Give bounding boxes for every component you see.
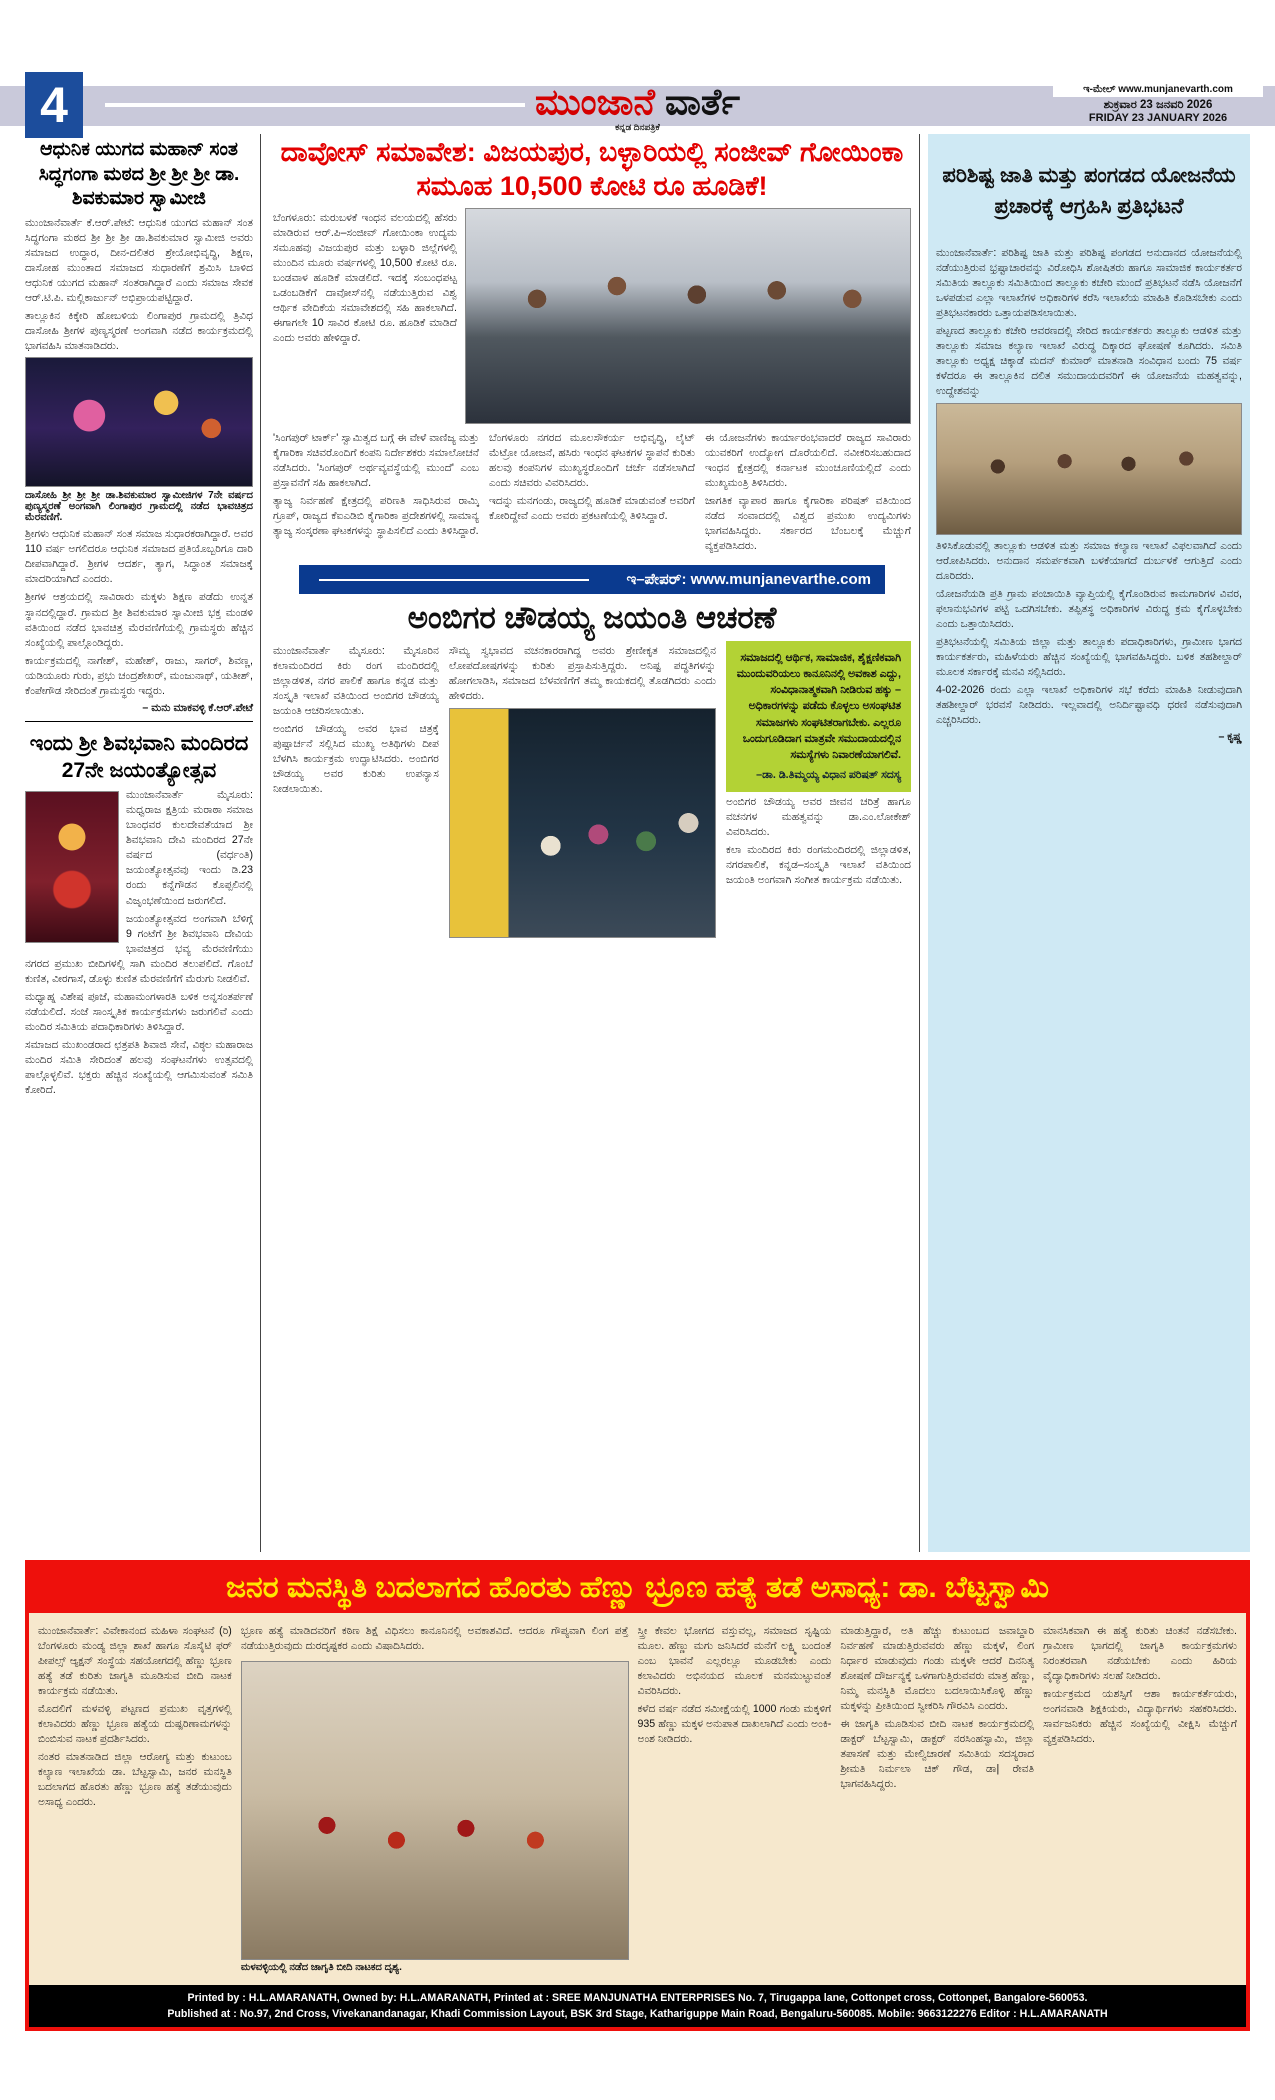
ambigara-event-photo	[449, 708, 716, 938]
street-play-caption: ಮಳವಳ್ಳಿಯಲ್ಲಿ ನಡೆದ ಜಾಗೃತಿ ಬೀದಿ ನಾಟಕದ ದೃಶ್ಯ.	[240, 1961, 402, 1973]
davos-headline: ದಾವೋಸ್ ಸಮಾವೇಶ: ವಿಜಯಪುರ, ಬಳ್ಳಾರಿಯಲ್ಲಿ ಸಂಜೀವ್ ಗೋಯಿಂಕಾ ಸಮೂಹ 10,500 ಕೋಟಿ ರೂ ಹೂಡಿಕೆ!	[280, 137, 904, 201]
article-paragraph: ಭ್ರೂಣ ಹತ್ಯೆ ಮಾಡಿದವರಿಗೆ ಕಠಿಣ ಶಿಕ್ಷೆ ವಿಧಿಸಲು ಕಾನೂನಿನಲ್ಲಿ ಅವಕಾಶವಿದೆ. ಆದರೂ ಗೌಪ್ಯವಾಗಿ ಲಿಂಗ ಪತ್ತೆ ನಡೆಯುತ್ತಿರುವುದು ದುರದೃಷ್ಟಕರ ಎಂದು ವಿಷಾದಿಸಿದರು.	[240, 1624, 629, 1652]
article-paragraph: ಸ್ತ್ರೀ ಕೇವಲ ಭೋಗದ ವಸ್ತುವಲ್ಲ, ಸಮಾಜದ ಸೃಷ್ಟಿಯ ಮೂಲ. ಹೆಣ್ಣು ಮಗು ಜನಿಸಿದರೆ ಮನೆಗೆ ಲಕ್ಷ್ಮಿ ಬಂದಂತೆ ಎಂಬ ಭಾವನೆ ಎಲ್ಲರಲ್ಲೂ ಮೂಡಬೇಕು ಎಂದು ಕಲಾವಿದರು ಅಭಿನಯದ ಮೂಲಕ ಮನಮುಟ್ಟುವಂತೆ ವಿವರಿಸಿದರು.	[637, 1624, 832, 1697]
foeticide-banner-headline: ಜನರ ಮನಸ್ಥಿತಿ ಬದಲಾಗದ ಹೊರತು ಹೆಣ್ಣು ಭ್ರೂಣ ಹತ್ಯೆ ತಡೆ ಅಸಾಧ್ಯ: ಡಾ. ಬೆಟ್ಟಸ್ವಾಮಿ	[29, 1564, 1246, 1613]
article-paragraph: ಯೋಜನೆಯಡಿ ಪ್ರತಿ ಗ್ರಾಮ ಪಂಚಾಯಿತಿ ವ್ಯಾಪ್ತಿಯಲ್ಲಿ ಕೈಗೊಂಡಿರುವ ಕಾಮಗಾರಿಗಳ ವಿವರ, ಫಲಾನುಭವಿಗಳ ಪಟ್ಟಿ ಒದಗಿಸಬೇಕು. ತಪ್ಪಿತಸ್ಥ ಅಧಿಕಾರಿಗಳ ವಿರುದ್ಧ ಕ್ರಮ ಕೈಗೊಳ್ಳಬೇಕು ಎಂದು ಒತ್ತಾಯಿಸಿದರು.	[936, 588, 1242, 631]
shivabhavani-idol-photo	[25, 791, 119, 943]
article-paragraph: ಮುಂಜಾನೆವಾರ್ತೆ: ವಿವೇಕಾನಂದ ಮಹಿಳಾ ಸಂಘಟನೆ (ರಿ) ಬೆಂಗಳೂರು ಮಂಡ್ಯ ಜಿಲ್ಲಾ ಶಾಖೆ ಹಾಗೂ ಸೊಸೈಟಿ ಫರ್ ಪೀಪಲ್ಸ್ ಆ್ಯಕ್ಷನ್ ಸಂಸ್ಥೆಯ ಸಹಯೋಗದಲ್ಲಿ ಹೆಣ್ಣು ಭ್ರೂಣ ಹತ್ಯೆ ತಡೆ ಕುರಿತು ಜಾಗೃತಿ ಮೂಡಿಸುವ ಬೀದಿ ನಾಟಕ ಕಾರ್ಯಕ್ರಮ ನಡೆಯಿತು.	[38, 1624, 232, 1697]
protest-headline: ಪರಿಶಿಷ್ಟ ಜಾತಿ ಮತ್ತು ಪಂಗಡದ ಯೋಜನೆಯ ಪ್ರಚಾರಕ್ಕೆ ಆಗ್ರಹಿಸಿ ಪ್ರತಿಭಟನೆ	[942, 164, 1236, 218]
street-play-photo	[241, 1661, 629, 1960]
article-paragraph: ಮುಂಜಾನೆವಾರ್ತೆ ಮೈಸೂರು: ಮಧ್ವರಾಜ ಕ್ಷತ್ರಿಯ ಮರಾಠಾ ಸಮಾಜ ಬಾಂಧವರ ಕುಲದೇವತೆಯಾದ ಶ್ರೀ ಶಿವಭವಾನಿ ದೇವಿ ಮಂದಿರದ 27ನೇ ವರ್ಷದ (ವರ್ಧಂತಿ) ಜಯಂತ್ಯೋತ್ಸವವು ಇಂದು ಡಿ.23 ರಂದು ಕನ್ನೆಗೌಡನ ಕೊಪ್ಪಲಿನಲ್ಲಿ ವಿಜೃಂಭಣೆಯಿಂದ ಜರುಗಲಿದೆ.	[126, 789, 253, 907]
protest-crowd-photo	[936, 403, 1242, 535]
article-protest	[936, 155, 1242, 744]
foeticide-column-5	[840, 1621, 1034, 1977]
foeticide-photo-column	[241, 1621, 629, 1977]
davos-top-row	[273, 208, 911, 424]
article-paragraph: ಮುಂಜಾನೆವಾರ್ತೆ ಮೈಸೂರು: ಮೈಸೂರಿನ ಕಲಾಮಂದಿರದ ಕಿರು ರಂಗ ಮಂದಿರದಲ್ಲಿ ಜಿಲ್ಲಾಡಳಿತ, ನಗರ ಪಾಲಿಕೆ ಹಾಗೂ ಕನ್ನಡ ಮತ್ತು ಸಂಸ್ಕೃತಿ ಇಲಾಖೆ ವತಿಯಿಂದ ಅಂಬಿಗರ ಚೌಡಯ್ಯ ಜಯಂತಿ ಆಚರಿಸಲಾಯಿತು.	[273, 644, 439, 717]
article-paragraph: ಸಮಾಜದ ಮುಖಂಡರಾದ ಛತ್ರಪತಿ ಶಿವಾಜಿ ಸೇನೆ, ವಿಠ್ಠಲ ಮಹಾರಾಜ ಮಂದಿರ ಸಮಿತಿ ಸೇರಿದಂತೆ ಹಲವು ಸಂಘಟನೆಗಳು ಉತ್ಸವದಲ್ಲಿ ಪಾಲ್ಗೊಳ್ಳಲಿವೆ. ಭಕ್ತರು ಹೆಚ್ಚಿನ ಸಂಖ್ಯೆಯಲ್ಲಿ ಆಗಮಿಸುವಂತೆ ಸಮಿತಿ ಕೋರಿದೆ.	[25, 1038, 253, 1096]
swamiji-procession-photo	[25, 357, 253, 487]
article-paragraph: ಬೆಂಗಳೂರು: ಮರುಬಳಕೆ ಇಂಧನ ವಲಯದಲ್ಲಿ ಹೆಸರು ಮಾಡಿರುವ ಆರ್.ಪಿ–ಸಂಜೀವ್ ಗೋಯಿಂಕಾ ಉದ್ಯಮ ಸಮೂಹವು ವಿಜಯಪುರ ಮತ್ತು ಬಳ್ಳಾರಿ ಜಿಲ್ಲೆಗಳಲ್ಲಿ ಮುಂದಿನ ಮೂರು ವರ್ಷಗಳಲ್ಲಿ 10,500 ಕೋಟಿ ರೂ. ಬಂಡವಾಳ ಹೂಡಿಕೆ ಮಾಡಲಿದೆ. ಇದಕ್ಕೆ ಸಂಬಂಧಪಟ್ಟ ಒಡಂಬಡಿಕೆಗೆ ದಾವೋಸ್‌ನಲ್ಲಿ ನಡೆಯುತ್ತಿರುವ ವಿಶ್ವ ಆರ್ಥಿಕ ವೇದಿಕೆಯ ಸಮಾವೇಶದಲ್ಲಿ ಸಹಿ ಹಾಕಲಾಗಿದೆ. ಈಗಾಗಲೇ 10 ಸಾವಿರ ಕೋಟಿ ರೂ. ಹೂಡಿಕೆ ಮಾಡಿದೆ ಎಂದು ಅವರು ಹೇಳಿದ್ದಾರೆ.	[273, 211, 457, 344]
article-paragraph: ಅಂಬಿಗರ ಚೌಡಯ್ಯ ಅವರ ಭಾವ ಚಿತ್ರಕ್ಕೆ ಪುಷ್ಪಾರ್ಚನೆ ಸಲ್ಲಿಸಿದ ಮುಖ್ಯ ಅತಿಥಿಗಳು ದೀಪ ಬೆಳಗಿಸಿ ಕಾರ್ಯಕ್ರಮ ಉದ್ಘಾಟಿಸಿದರು. ಅಂಬಿಗರ ಚೌಡಯ್ಯ ಅವರ ಕುರಿತು ಉಪನ್ಯಾಸ ನೀಡಲಾಯಿತು.	[273, 722, 439, 796]
epaper-bar-rule	[319, 579, 589, 581]
masthead-title-word2: ವಾರ್ತೆ	[665, 81, 740, 122]
masthead-date-kannada: ಶುಕ್ರವಾರ 23 ಜನವರಿ 2026	[1103, 99, 1213, 111]
article-paragraph: ಮಧ್ಯಾಹ್ನ ವಿಶೇಷ ಪೂಜೆ, ಮಹಾಮಂಗಳಾರತಿ ಬಳಿಕ ಅನ್ನಸಂತರ್ಪಣೆ ನಡೆಯಲಿದೆ. ಸಂಜೆ ಸಾಂಸ್ಕೃತಿಕ ಕಾರ್ಯಕ್ರಮಗಳು ಜರುಗಲಿವೆ ಎಂದು ಮಂದಿರ ಸಮಿತಿಯ ಪದಾಧಿಕಾರಿಗಳು ತಿಳಿಸಿದ್ದಾರೆ.	[25, 990, 253, 1033]
article-swamiji	[25, 138, 253, 715]
quote-attribution: –ಡಾ. ಡಿ.ತಿಮ್ಮಯ್ಯ ವಿಧಾನ ಪರಿಷತ್ ಸದಸ್ಯ	[756, 769, 901, 782]
imprint-footer	[29, 1985, 1246, 2028]
masthead-subtitle: ಕನ್ನಡ ದಿನಪತ್ರಿಕೆ	[615, 122, 660, 132]
article-paragraph: 'ಸಿಂಗಪುರ್ ಟಾರ್ಕ್' ಸ್ವಾಮಿತ್ವದ ಬಗ್ಗೆ ಈ ವೇಳೆ ವಾಣಿಜ್ಯ ಮತ್ತು ಕೈಗಾರಿಕಾ ಸಚಿವರೊಂದಿಗೆ ಕಂಪನಿ ನಿರ್ದೇಶಕರು ಸಮಾಲೋಚನೆ ನಡೆಸಿದರು. 'ಸಿಂಗಪುರ್ ಅರ್ಥವ್ಯವಸ್ಥೆಯಲ್ಲಿ ಮುಂದೆ' ಎಂಬ ಪ್ರಸ್ತಾವನೆಗೆ ಸಹಿ ಹಾಕಲಾಗಿದೆ.	[273, 431, 479, 489]
article-paragraph: ತ್ಯಾಜ್ಯ ನಿರ್ವಹಣೆ ಕ್ಷೇತ್ರದಲ್ಲಿ ಪರಿಣತಿ ಸಾಧಿಸಿರುವ ರಾಮ್ಕಿ ಗ್ರೂಪ್, ರಾಜ್ಯದ ಕೆಐಎಡಿಬಿ ಕೈಗಾರಿಕಾ ಪ್ರದೇಶಗಳಲ್ಲಿ ಸಾಮಾನ್ಯ ತ್ಯಾಜ್ಯ ಸಂಸ್ಕರಣಾ ಘಟಕಗಳನ್ನು ಸ್ಥಾಪಿಸಲಿದೆ ಎಂದು ತಿಳಿಸಿದ್ದಾರೆ.	[273, 494, 479, 537]
article-paragraph: ಮೊದಲಿಗೆ ಮಳವಳ್ಳಿ ಪಟ್ಟಣದ ಪ್ರಮುಖ ವೃತ್ತಗಳಲ್ಲಿ ಕಲಾವಿದರು ಹೆಣ್ಣು ಭ್ರೂಣ ಹತ್ಯೆಯ ದುಷ್ಪರಿಣಾಮಗಳನ್ನು ಬಿಂಬಿಸುವ ನಾಟಕ ಪ್ರದರ್ಶಿಸಿದರು.	[38, 1702, 232, 1745]
masthead-website: ಇ-ಮೇಲ್ www.munjanevarth.com	[1053, 82, 1263, 97]
column-divider	[25, 721, 253, 722]
article-paragraph: ಶ್ರೀಗಳ ಆಶ್ರಯದಲ್ಲಿ ಸಾವಿರಾರು ಮಕ್ಕಳು ಶಿಕ್ಷಣ ಪಡೆದು ಉನ್ನತ ಸ್ಥಾನದಲ್ಲಿದ್ದಾರೆ. ಗ್ರಾಮದ ಶ್ರೀ ಶಿವಕುಮಾರ ಸ್ವಾಮೀಜಿ ಭಕ್ತ ಮಂಡಳಿ ವತಿಯಿಂದ ನಡೆದ ಭಾವಚಿತ್ರ ಮೆರವಣಿಗೆಯಲ್ಲಿ ಗ್ರಾಮಸ್ಥರು ಹೆಚ್ಚಿನ ಸಂಖ್ಯೆಯಲ್ಲಿ ಪಾಲ್ಗೊಂಡಿದ್ದರು.	[25, 591, 253, 649]
article-paragraph: ಮಾಡುತ್ತಿದ್ದಾರೆ, ಅತಿ ಹೆಚ್ಚು ಕುಟುಂಬದ ಜವಾಬ್ದಾರಿ ನಿರ್ವಹಣೆ ಮಾಡುತ್ತಿರುವವರು ಹೆಣ್ಣು ಮಕ್ಕಳೆ, ಲಿಂಗ ನಿರ್ಧಾರ ಮಾಡುವುದು ಗಂಡು ಮಕ್ಕಳೇ ಆದರೆ ದಿನನಿತ್ಯ ಶೋಷಣೆ ದೌರ್ಜನ್ಯಕ್ಕೆ ಒಳಗಾಗುತ್ತಿರುವವರು ಮಾತ್ರ ಹೆಣ್ಣು, ನಿಮ್ಮ ಮನಸ್ಥಿತಿ ಮೊದಲು ಬದಲಾಯಿಸಿಕೊಳ್ಳಿ ಹೆಣ್ಣು ಮಕ್ಕಳನ್ನು ಪ್ರೀತಿಯಿಂದ ಸ್ವೀಕರಿಸಿ ಗೌರವಿಸಿ ಎಂದರು.	[840, 1624, 1035, 1712]
masthead-date-english: FRIDAY 23 JANUARY 2026	[1088, 112, 1228, 124]
bottom-article-wrap	[25, 1560, 1250, 2031]
ambigara-column-3	[726, 641, 911, 938]
article-paragraph: ಜಾಗತಿಕ ವ್ಯಾಪಾರ ಹಾಗೂ ಕೈಗಾರಿಕಾ ಪರಿಷತ್ ವತಿಯಿಂದ ನಡೆದ ಸಂವಾದದಲ್ಲಿ ವಿಶ್ವದ ಪ್ರಮುಖ ಉದ್ಯಮಿಗಳು ಭಾಗವಹಿಸಿದ್ದರು. ಸರ್ಕಾರದ ಬೆಂಬಲಕ್ಕೆ ಮೆಚ್ಚುಗೆ ವ್ಯಕ್ತಪಡಿಸಿದರು.	[705, 494, 911, 552]
davos-delegation-photo	[465, 208, 911, 424]
main-grid	[0, 130, 1275, 1552]
article-paragraph: ಮುಂಜಾನೆವಾರ್ತೆ ಕೆ.ಆರ್.ಪೇಟೆ: ಆಧುನಿಕ ಯುಗದ ಮಹಾನ್ ಸಂತ ಸಿದ್ಧಗಂಗಾ ಮಠದ ಶ್ರೀ ಶ್ರೀ ಶ್ರೀ ಡಾ.ಶಿವಕುಮಾರ ಸ್ವಾಮೀಜಿ ಅವರು ಸಮಾಜದ ಉದ್ಧಾರ, ದೀನ-ದಲಿತರ ಶ್ರೇಯೋಭಿವೃದ್ಧಿ, ಶಿಕ್ಷಣ, ದಾಸೋಹ ಮುಂತಾದ ಸಮಾಜದ ಸುಧಾರಣೆಗೆ ಶ್ರಮಿಸಿ ಬಾಳಿದ ಆಧುನಿಕ ಯುಗದ ಮಹಾನ್ ಸಂತರಾಗಿದ್ದಾರೆ ಎಂದು ಸಮಾಜ ಸೇವಕ ಆರ್.ಟಿ.ಪಿ. ಮಲ್ಲಿಕಾರ್ಜುನ್ ಅಭಿಪ್ರಾಯಪಟ್ಟಿದ್ದಾರೆ.	[25, 217, 253, 305]
right-column	[928, 134, 1250, 1552]
swamiji-photo-caption: ದಾಸೋಹಿ ಶ್ರೀ ಶ್ರೀ ಶ್ರೀ ಡಾ.ಶಿವಕುಮಾರ ಸ್ವಾಮೀಜಿಗಳ 7ನೇ ವರ್ಷದ ಪುಣ್ಯಸ್ಮರಣೆ ಅಂಗವಾಗಿ ಲಿಂಗಾಪುರ ಗ್ರಾಮದಲ್ಲಿ ನಡೆದ ಭಾವಚಿತ್ರದ ಮೆರವಣಿಗೆ.	[25, 490, 253, 524]
article-paragraph: ಬೆಂಗಳೂರು ನಗರದ ಮೂಲಸೌಕರ್ಯ ಅಭಿವೃದ್ಧಿ, ಲೈಟ್ ಮೆಟ್ರೋ ಯೋಜನೆ, ಹಸಿರು ಇಂಧನ ಘಟಕಗಳ ಸ್ಥಾಪನೆ ಕುರಿತು ಹಲವು ಕಂಪನಿಗಳ ಮುಖ್ಯಸ್ಥರೊಂದಿಗೆ ಚರ್ಚೆ ನಡೆಸಲಾಗಿದೆ ಎಂದು ಸಚಿವರು ವಿವರಿಸಿದರು.	[489, 431, 695, 489]
swamiji-headline: ಆಧುನಿಕ ಯುಗದ ಮಹಾನ್ ಸಂತ ಸಿದ್ಧಗಂಗಾ ಮಠದ ಶ್ರೀ ಶ್ರೀ ಶ್ರೀ ಡಾ. ಶಿವಕುಮಾರ ಸ್ವಾಮೀಜಿ	[38, 139, 240, 210]
article-paragraph: ಮಾನಸಿಕವಾಗಿ ಈ ಹತ್ಯೆ ಕುರಿತು ಚಿಂತನೆ ನಡೆಸಬೇಕು. ಗ್ರಾಮೀಣ ಭಾಗದಲ್ಲಿ ಜಾಗೃತಿ ಕಾರ್ಯಕ್ರಮಗಳು ನಿರಂತರವಾಗಿ ನಡೆಯಬೇಕು ಎಂದು ಹಿರಿಯ ವೈದ್ಯಾಧಿಕಾರಿಗಳು ಸಲಹೆ ನೀಡಿದರು.	[1043, 1624, 1237, 1682]
center-column	[269, 134, 920, 1552]
masthead-right-block	[1053, 82, 1263, 124]
foeticide-column-1	[38, 1621, 232, 1977]
davos-text-columns	[273, 428, 911, 557]
article-paragraph: ಸೌಮ್ಯ ಸ್ವಭಾವದ ವಚನಕಾರರಾಗಿದ್ದ ಅವರು ಶ್ರೇಣೀಕೃತ ಸಮಾಜದಲ್ಲಿನ ಲೋಪದೋಷಗಳನ್ನು ಕುರಿತು ಪ್ರಸ್ತಾಪಿಸುತ್ತಿದ್ದರು. ಅನಿಷ್ಟ ಪದ್ಧತಿಗಳನ್ನು ಹೋಗಲಾಡಿಸಿ, ಸಮಾಜದ ಬೆಳವಣಿಗೆಗೆ ತಮ್ಮ ಕಾಯಕದಲ್ಲಿ ತೊಡಗಿದರು ಎಂದು ಹೇಳಿದರು.	[448, 644, 716, 702]
article-paragraph: 4-02-2026 ರಂದು ಎಲ್ಲಾ ಇಲಾಖೆ ಅಧಿಕಾರಿಗಳ ಸಭೆ ಕರೆದು ಮಾಹಿತಿ ನೀಡುವುದಾಗಿ ತಹಶೀಲ್ದಾರ್ ಭರವಸೆ ನೀಡಿದರು. ಇಲ್ಲವಾದಲ್ಲಿ ಅನಿರ್ದಿಷ್ಟಾವಧಿ ಧರಣಿ ನಡೆಸುವುದಾಗಿ ಎಚ್ಚರಿಸಿದರು.	[936, 684, 1242, 727]
davos-intro-column	[273, 208, 457, 424]
ambigara-headline: ಅಂಬಿಗರ ಚೌಡಯ್ಯ ಜಯಂತಿ ಆಚರಣೆ	[407, 599, 777, 635]
article-paragraph: ಕಳೆದ ವರ್ಷ ನಡೆದ ಸಮೀಕ್ಷೆಯಲ್ಲಿ 1000 ಗಂಡು ಮಕ್ಕಳಿಗೆ 935 ಹೆಣ್ಣು ಮಕ್ಕಳ ಅನುಪಾತ ದಾಖಲಾಗಿದೆ ಎಂದು ಅಂಕಿ-ಅಂಶ ನೀಡಿದರು.	[637, 1702, 832, 1745]
article-paragraph: ಕಾರ್ಯಕ್ರಮದಲ್ಲಿ ನಾಗೇಶ್, ಮಹೇಶ್, ರಾಜು, ಸಾಗರ್, ಶಿವಣ್ಣ, ಯಡಿಯೂರು ಗುರು, ಪ್ರಭು ಚಂದ್ರಶೇಖರ್, ಮಂಜುನಾಥ್, ಯತೀಶ್, ಕೆಂಪೇಗೌಡ ಸೇರಿದಂತೆ ಗ್ರಾಮಸ್ಥರು ಇದ್ದರು.	[25, 654, 253, 697]
imprint-line-2: Published at : No.97, 2nd Cross, Vivekanandanagar, Khadi Commission Layout, BSK 3rd Stage, Kathariguppe Main Road, Bengaluru-560085. Mobile: 9663122276 Editor : H.L.AMARANATH	[167, 2007, 1108, 2020]
masthead	[0, 58, 1275, 133]
quote-box	[726, 641, 911, 793]
article-ambigara	[273, 600, 911, 938]
shivabhavani-headline: ಇಂದು ಶ್ರೀ ಶಿವಭವಾನಿ ಮಂದಿರದ 27ನೇ ಜಯಂತ್ಯೋತ್ಸವ	[29, 731, 249, 782]
article-paragraph: ಈ ಜಾಗೃತಿ ಮೂಡಿಸುವ ಬೀದಿ ನಾಟಕ ಕಾರ್ಯಕ್ರಮದಲ್ಲಿ ಡಾಕ್ಟರ್ ಬೆಟ್ಟಸ್ವಾಮಿ, ಡಾಕ್ಟರ್ ನರಸಿಂಹಸ್ವಾಮಿ, ಜಿಲ್ಲಾ ತಪಾಸಣೆ ಮತ್ತು ಮೇಲ್ವಿಚಾರಣೆ ಸಮಿತಿಯ ಸದಸ್ಯರಾದ ಶ್ರೀಮತಿ ನಿರ್ಮಲಾ ಚಿಕ್ ಗೌಡ, ಡಾ| ರೇವತಿ ಭಾಗವಹಿಸಿದ್ದರು.	[840, 1717, 1035, 1790]
shivabhavani-body	[25, 788, 253, 1098]
article-paragraph: ಶ್ರೀಗಳು ಆಧುನಿಕ ಮಹಾನ್ ಸಂತ ಸಮಾಜ ಸುಧಾರಕರಾಗಿದ್ದಾರೆ. ಅವರ 110 ವರ್ಷ ಅಗಲಿದರೂ ಆಧುನಿಕ ಸಮಾಜದ ಪ್ರತಿಯೊಬ್ಬರಿಗೂ ದಾರಿ ದೀಪವಾಗಿದ್ದಾರೆ. ಶ್ರೀಗಳ ಆದರ್ಶ, ತ್ಯಾಗ, ಸಿದ್ಧಾಂತ ಸಮಾಜಕ್ಕೆ ಮಾದರಿಯಾಗಿದೆ ಎಂದರು.	[25, 528, 253, 586]
article-paragraph: ಪಟ್ಟಣದ ತಾಲ್ಲೂಕು ಕಚೇರಿ ಆವರಣದಲ್ಲಿ ಸೇರಿದ ಕಾರ್ಯಕರ್ತರು ತಾಲ್ಲೂಕು ಆಡಳಿತ ಮತ್ತು ತಾಲ್ಲೂಕು ಸಮಾಜ ಕಲ್ಯಾಣ ಇಲಾಖೆ ವಿರುದ್ಧ ದಿಕ್ಕಾರದ ಘೋಷಣೆ ಕೂಗಿದರು. ಸಮಿತಿ ತಾಲ್ಲೂಕು ಅಧ್ಯಕ್ಷ ಚಿಕ್ಕಾಡೆ ಮದನ್ ಕುಮಾರ್ ಮಾತನಾಡಿ ಸಂವಿಧಾನ ಬಂದು 75 ವರ್ಷ ಕಳೆದರೂ ಈ ತಾಲ್ಲೂಕಿನ ದಲಿತ ಸಮುದಾಯದವರಿಗೆ ಈ ಯೋಜನೆಯ ಮಹತ್ವವನ್ನು, ಉದ್ದೇಶವನ್ನು	[936, 324, 1242, 397]
foeticide-column-6	[1043, 1621, 1237, 1977]
quote-text: ಸಮಾಜದಲ್ಲಿ ಆರ್ಥಿಕ, ಸಾಮಾಜಿಕ, ಶೈಕ್ಷಣಿಕವಾಗಿ ಮುಂದುವರಿಯಲು ಕಾನೂನಿನಲ್ಲಿ ಅವಕಾಶ ಎದ್ದು, ಸಂವಿಧಾನಾತ್ಮಕವಾಗಿ ನೀಡಿರುವ ಹಕ್ಕು – ಅಧಿಕಾರಗಳನ್ನು ಪಡೆದು ಕೊಳ್ಳಲು ಅಸಂಘಟಿತ ಸಮಾಜಗಳು ಸಂಘಟಿತರಾಗಬೇಕು. ಎಲ್ಲರೂ ಒಂದುಗೂಡಿದಾಗ ಮಾತ್ರವೇ ಸಮುದಾಯದಲ್ಲಿನ ಸಮಸ್ಯೆಗಳು ನಿವಾರಣೆಯಾಗಲಿವೆ.	[736, 651, 901, 761]
article-paragraph: ಕಾರ್ಯಕ್ರಮದ ಯಶಸ್ಸಿಗೆ ಆಶಾ ಕಾರ್ಯಕರ್ತೆಯರು, ಅಂಗನವಾಡಿ ಶಿಕ್ಷಕಿಯರು, ವಿದ್ಯಾರ್ಥಿಗಳು ಸಹಕರಿಸಿದರು. ಸಾರ್ವಜನಿಕರು ಹೆಚ್ಚಿನ ಸಂಖ್ಯೆಯಲ್ಲಿ ವೀಕ್ಷಿಸಿ ಮೆಚ್ಚುಗೆ ವ್ಯಕ್ತಪಡಿಸಿದರು.	[1043, 1687, 1237, 1745]
ambigara-column-1	[273, 641, 439, 938]
article-paragraph: ಮುಂಜಾನೆವಾರ್ತೆ: ಪರಿಶಿಷ್ಟ ಜಾತಿ ಮತ್ತು ಪರಿಶಿಷ್ಟ ಪಂಗಡದ ಅನುದಾನದ ಯೋಜನೆಯಲ್ಲಿ ನಡೆಯುತ್ತಿರುವ ಭ್ರಷ್ಟಾಚಾರವನ್ನು ವಿರೋಧಿಸಿ ಶೋಷಿತರು ಹಾಗೂ ಸಾಮಾಜಿಕ ಕಾರ್ಯಕರ್ತರ ಸಮಿತಿಯ ತಾಲ್ಲೂಕು ಸಮಿತಿಯಿಂದ ತಾಲ್ಲೂಕು ಕಚೇರಿ ಮುಂದೆ ಪ್ರತಿಭಟನೆ ನಡೆಸಿ ಯೋಜನೆಗೆ ಒಳಪಡುವ ಎಲ್ಲಾ ಇಲಾಖೆಗಳ ಅಧಿಕಾರಿಗಳ ಕರೆಸಿ ಇಲಾಖೆಯ ಮಾಹಿತಿ ಕೊಡಿಸಬೇಕು ಎಂದು ಪ್ರತಿಭಟನಕಾರರು ಒತ್ತಾಯಪಡಿಸಲಾಯಿತು.	[936, 246, 1242, 319]
page-number: 4	[25, 72, 83, 138]
swamiji-byline: – ಮನು ಮಾಕವಳ್ಳಿ ಕೆ.ಆರ್.ಪೇಟೆ	[142, 701, 253, 714]
ambigara-columns	[273, 641, 911, 938]
article-paragraph: ಪ್ರತಿಭಟನೆಯಲ್ಲಿ ಸಮಿತಿಯ ಜಿಲ್ಲಾ ಮತ್ತು ತಾಲ್ಲೂಕು ಪದಾಧಿಕಾರಿಗಳು, ಗ್ರಾಮೀಣ ಭಾಗದ ಕಾರ್ಯಕರ್ತರು, ಮಹಿಳೆಯರು ಹೆಚ್ಚಿನ ಸಂಖ್ಯೆಯಲ್ಲಿ ಭಾಗವಹಿಸಿದ್ದರು. ಬಳಿಕ ತಹಶೀಲ್ದಾರ್ ಮೂಲಕ ಸರ್ಕಾರಕ್ಕೆ ಮನವಿ ಸಲ್ಲಿಸಿದರು.	[936, 636, 1242, 679]
article-paragraph: ನಂತರ ಮಾತನಾಡಿದ ಜಿಲ್ಲಾ ಆರೋಗ್ಯ ಮತ್ತು ಕುಟುಂಬ ಕಲ್ಯಾಣ ಇಲಾಖೆಯ ಡಾ. ಬೆಟ್ಟಸ್ವಾಮಿ, ಜನರ ಮನಸ್ಥಿತಿ ಬದಲಾಗದ ಹೊರತು ಹೆಣ್ಣು ಭ್ರೂಣ ಹತ್ಯೆ ತಡೆಯುವುದು ಅಸಾಧ್ಯ ಎಂದರು.	[38, 1750, 232, 1808]
left-column	[25, 134, 261, 1552]
article-paragraph: ತಾಲ್ಲೂಕಿನ ಕಿಕ್ಕೇರಿ ಹೋಬಳಿಯ ಲಿಂಗಾಪುರ ಗ್ರಾಮದಲ್ಲಿ ತ್ರಿವಿಧ ದಾಸೋಹಿ ಶ್ರೀಗಳ ಪುಣ್ಯಸ್ಮರಣೆ ಅಂಗವಾಗಿ ನಡೆದ ಕಾರ್ಯಕ್ರಮದಲ್ಲಿ ಭಾಗವಹಿಸಿ ಮಾತನಾಡಿದರು.	[25, 310, 253, 353]
epaper-url: ಇ–ಪೇಪರ್: www.munjanevarthe.com	[626, 570, 871, 588]
davos-column-1	[273, 428, 479, 557]
article-paragraph: ಇದನ್ನು ಮನಗಂಡು, ರಾಜ್ಯದಲ್ಲಿ ಹೂಡಿಕೆ ಮಾಡುವಂತೆ ಅವರಿಗೆ ಕೋರಿದ್ದೇವೆ ಎಂದು ಅವರು ಪ್ರಕಟಣೆಯಲ್ಲಿ ತಿಳಿಸಿದ್ದಾರೆ.	[489, 494, 695, 522]
masthead-title-word1: ಮುಂಜಾನೆ	[534, 81, 655, 122]
article-paragraph: ಈ ಯೋಜನೆಗಳು ಕಾರ್ಯಾರಂಭವಾದರೆ ರಾಜ್ಯದ ಸಾವಿರಾರು ಯುವಕರಿಗೆ ಉದ್ಯೋಗ ದೊರೆಯಲಿದೆ. ನವೀಕರಿಸಬಹುದಾದ ಇಂಧನ ಕ್ಷೇತ್ರದಲ್ಲಿ ಕರ್ನಾಟಕ ಮುಂಚೂಣಿಯಲ್ಲಿದೆ ಎಂದು ಮುಖ್ಯಮಂತ್ರಿ ತಿಳಿಸಿದರು.	[705, 431, 911, 489]
ambigara-column-2	[449, 641, 716, 938]
article-paragraph: ಜಯಂತ್ಯೋತ್ಸವದ ಅಂಗವಾಗಿ ಬೆಳಿಗ್ಗೆ 9 ಗಂಟೆಗೆ ಶ್ರೀ ಶಿವಭವಾನಿ ದೇವಿಯ ಭಾವಚಿತ್ರದ ಭವ್ಯ ಮೆರವಣಿಗೆಯು ನಗರದ ಪ್ರಮುಖ ಬೀದಿಗಳಲ್ಲಿ ಸಾಗಿ ಮಂದಿರ ತಲುಪಲಿದೆ. ಗೊಂಬೆ ಕುಣಿತ, ವೀರಗಾಸೆ, ಡೊಳ್ಳು ಕುಣಿತ ಮೆರವಣಿಗೆಗೆ ಮೆರುಗು ನೀಡಲಿವೆ.	[25, 912, 253, 985]
protest-byline: – ಕೃಷ್ಣ	[1218, 731, 1242, 744]
foeticide-columns	[29, 1613, 1246, 1985]
article-paragraph: ಅಂಬಿಗರ ಚೌಡಯ್ಯ ಅವರ ಜೀವನ ಚರಿತ್ರೆ ಹಾಗೂ ವಚನಗಳ ಮಹತ್ವವನ್ನು ಡಾ.ಎಂ.ಲೋಕೇಶ್ ವಿವರಿಸಿದರು.	[725, 796, 911, 839]
davos-column-2	[489, 428, 695, 557]
article-paragraph: ಕಲಾ ಮಂದಿರದ ಕಿರು ರಂಗಮಂದಿರದಲ್ಲಿ ಜಿಲ್ಲಾಡಳಿತ, ನಗರಪಾಲಿಕೆ, ಕನ್ನಡ–ಸಂಸ್ಕೃತಿ ಇಲಾಖೆ ವತಿಯಿಂದ ಜಯಂತಿ ಅಂಗವಾಗಿ ಸಂಗೀತ ಕಾರ್ಯಕ್ರಮ ನಡೆಯಿತು.	[725, 844, 911, 887]
epaper-bar	[299, 565, 885, 594]
imprint-line-1: Printed by : H.L.AMARANATH, Owned by: H.L.AMARANATH, Printed at : SREE MANJUNATHA ENTERPRISES No. 7, Tirugappa lane, Cottonpet cross, Cottonpet, Bangalore-560053.	[187, 1991, 1088, 2004]
article-davos	[273, 136, 911, 557]
davos-column-3	[705, 428, 911, 557]
top-margin	[0, 0, 1275, 58]
foeticide-column-4	[638, 1621, 832, 1977]
article-paragraph: ತಿಳಿಸಿಕೊಡುವಲ್ಲಿ ತಾಲ್ಲೂಕು ಆಡಳಿತ ಮತ್ತು ಸಮಾಜ ಕಲ್ಯಾಣ ಇಲಾಖೆ ವಿಫಲವಾಗಿದೆ ಎಂದು ಆರೋಪಿಸಿದರು. ಅನುದಾನ ಸಮರ್ಪಕವಾಗಿ ಬಳಕೆಯಾಗದೆ ದುರ್ಬಳಕೆ ಆಗುತ್ತಿದೆ ಎಂದು ದೂರಿದರು.	[936, 540, 1242, 583]
article-shivabhavani	[25, 730, 253, 1098]
